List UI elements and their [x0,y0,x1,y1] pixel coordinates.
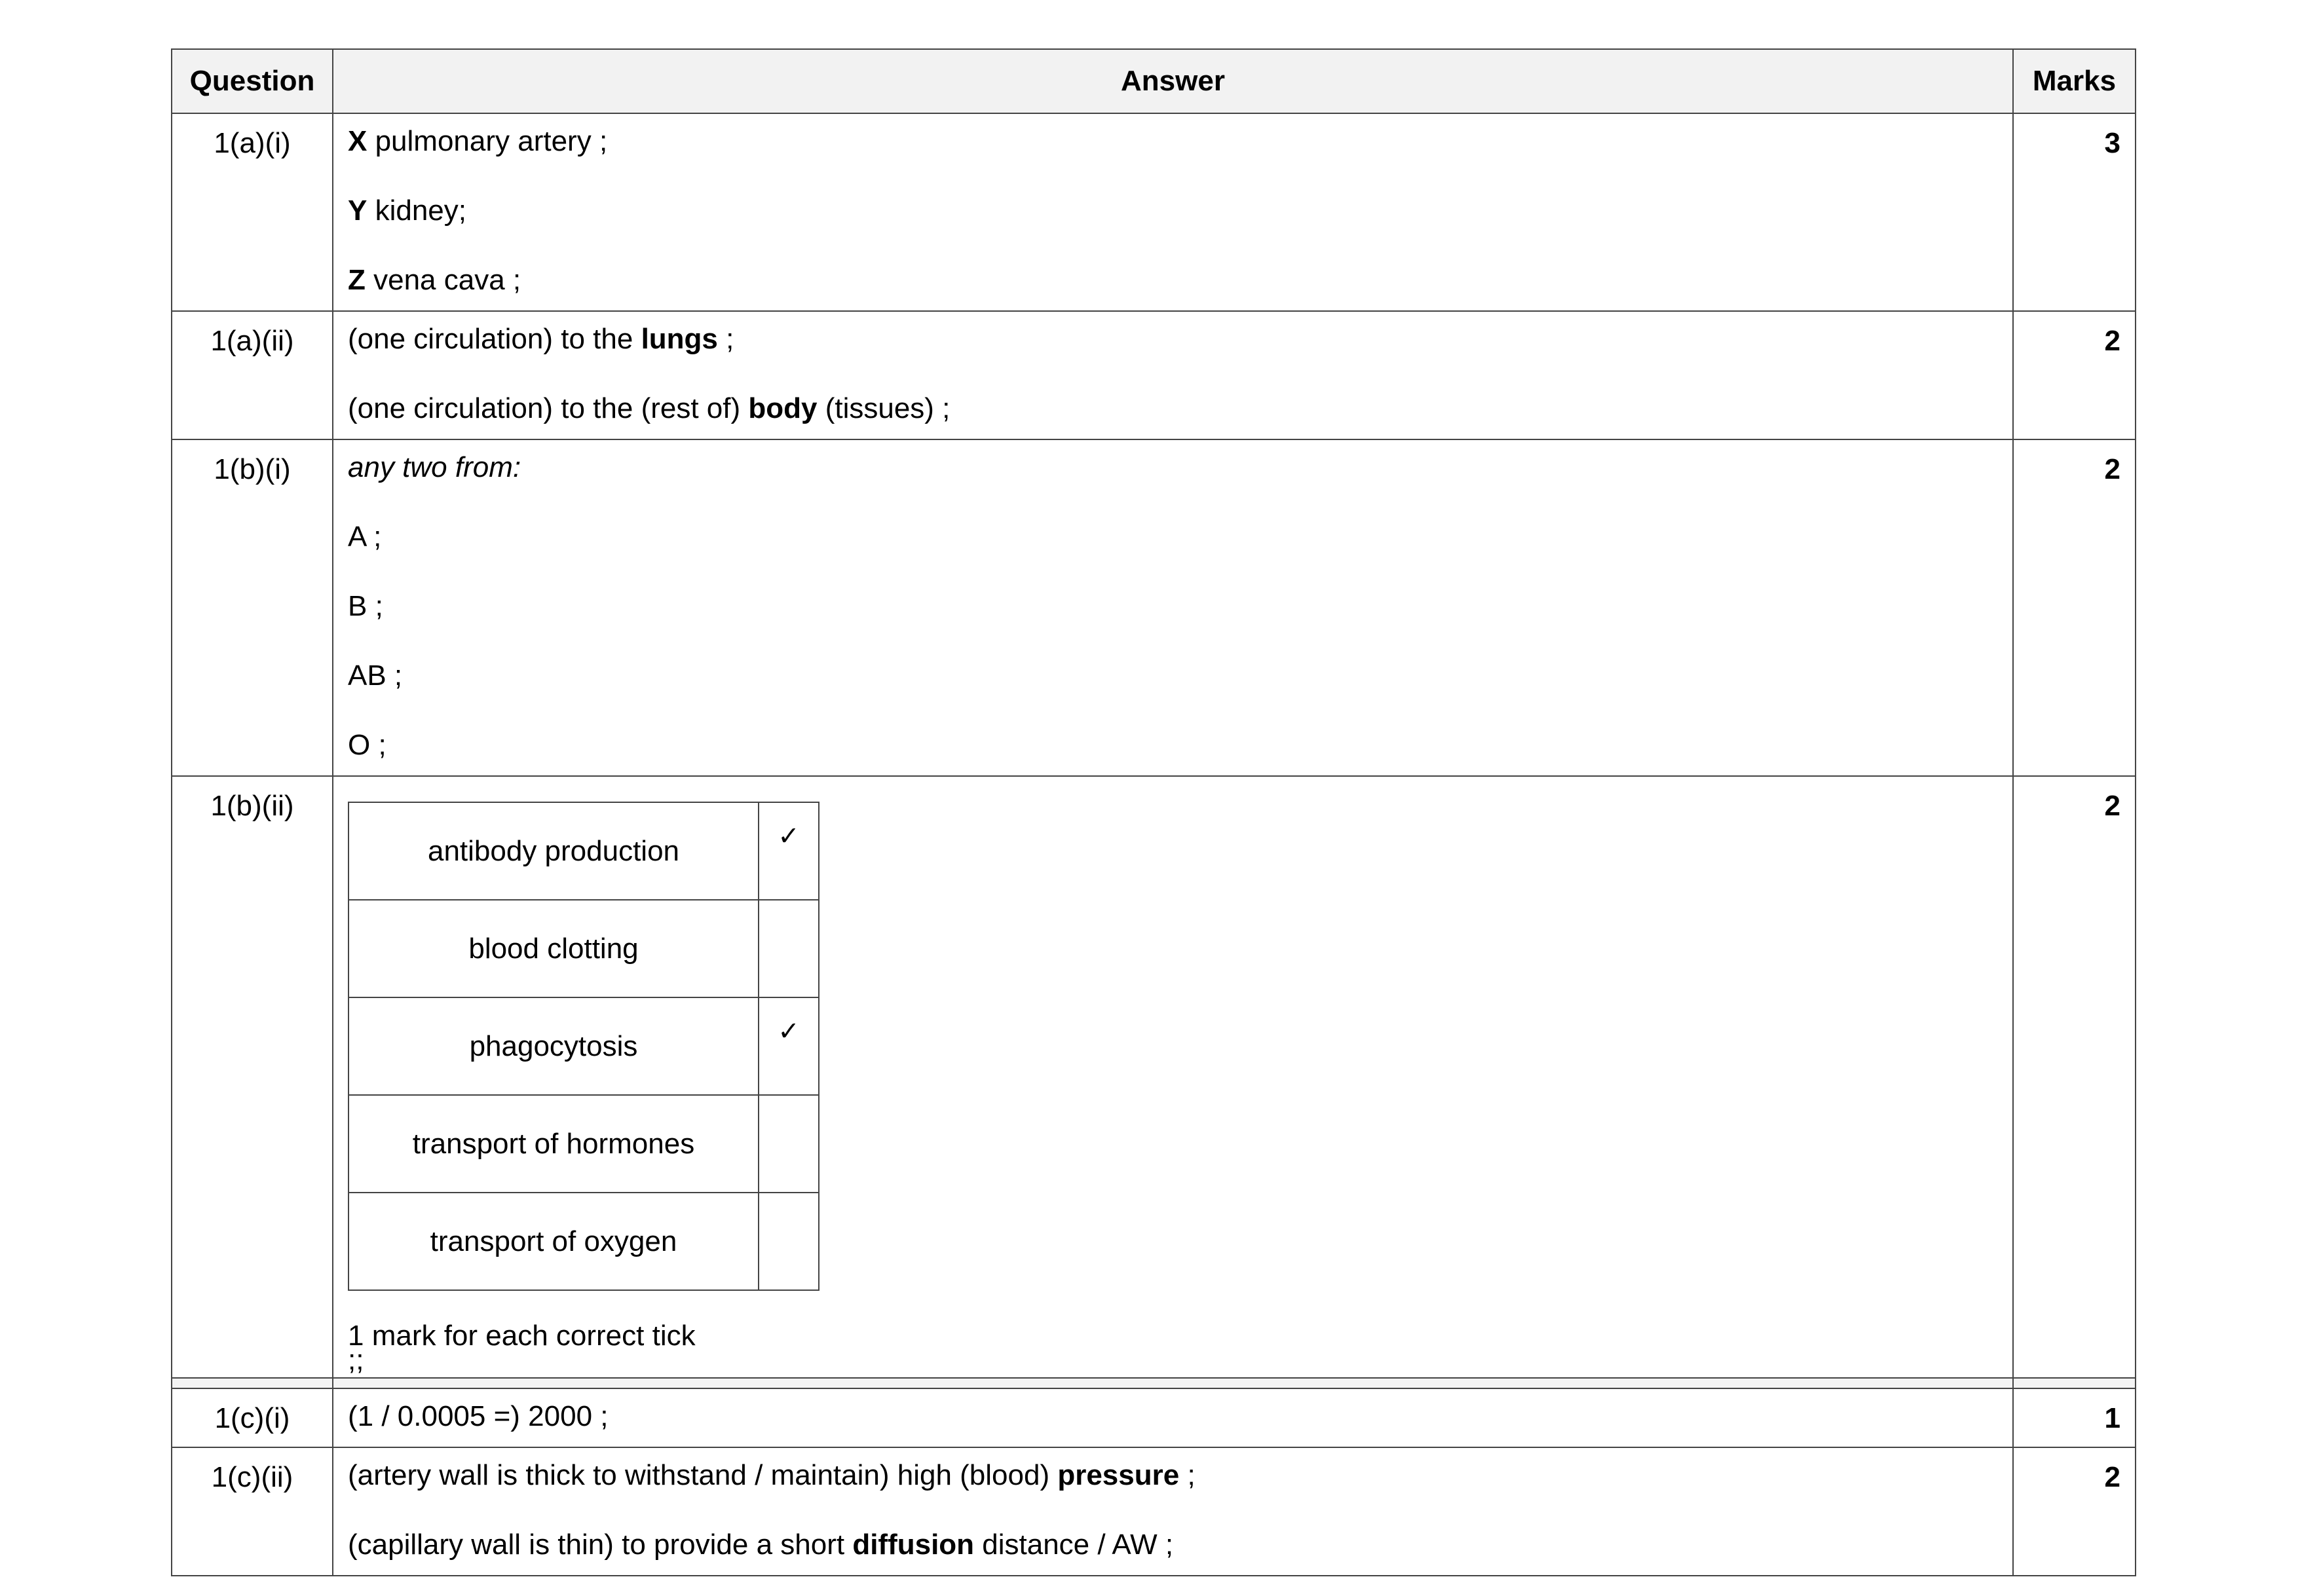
marks-value: 3 [2013,113,2136,311]
answer-intro [348,453,2012,523]
key-term: lungs [641,323,718,355]
tick-cell [759,900,819,997]
table-row [172,439,2136,776]
answer-cell [333,439,2013,776]
answer-label: Z [348,264,366,296]
answer-text: (one circulation) to the (rest of) [348,392,749,424]
table-row [172,1388,2136,1447]
marking-note-marks: ;; [348,1344,364,1376]
answer-text: kidney; [367,195,466,227]
marks-value: 2 [2013,776,2136,1378]
check-icon: ✓ [759,802,819,900]
header-row [172,49,2136,113]
question-number: 1(c)(ii) [172,1447,333,1576]
table-row [172,113,2136,311]
divider-cell [172,1378,333,1388]
table-divider [172,1378,2136,1388]
tick-cell [759,1095,819,1193]
answer-option: AB ; [348,659,403,692]
tick-row-label: transport of oxygen [348,1193,759,1290]
tick-row [348,802,819,900]
answer-text: (capillary wall is thin) to provide a short [348,1529,853,1561]
answer-cell [333,1388,2013,1447]
answer-line [348,127,2012,196]
answer-text: (artery wall is thick to withstand / maintain) high (blood) [348,1459,1058,1491]
tick-row-label: transport of hormones [348,1095,759,1193]
tick-row-label: antibody production [348,802,759,900]
key-term: pressure [1057,1459,1180,1491]
answer-line [348,325,2012,394]
marking-note: 1 mark for each correct tick [348,1320,696,1352]
table-row [172,1447,2136,1576]
header-marks: Marks [2013,49,2136,113]
tick-row [348,900,819,997]
marks-value: 2 [2013,1447,2136,1576]
answer-line [348,1461,2012,1531]
answer-text: (tissues) ; [817,392,951,424]
question-number: 1(c)(i) [172,1388,333,1447]
answer-option: A ; [348,521,382,553]
tick-row-label: blood clotting [348,900,759,997]
table-row [172,311,2136,439]
answer-label: X [348,125,367,157]
divider-cell [333,1378,2013,1388]
answer-cell [333,311,2013,439]
answer-option: O ; [348,729,386,761]
answer-instruction: any two from: [348,451,521,483]
answer-line [348,394,2012,430]
marks-value: 2 [2013,439,2136,776]
answer-line: (1 / 0.0005 =) 2000 ; [348,1400,609,1432]
header-question: Question [172,49,333,113]
tick-table [348,802,819,1291]
answer-text: ; [717,323,734,355]
answer-text: (one circulation) to the [348,323,641,355]
answer-option: B ; [348,590,383,622]
tick-row [348,1193,819,1290]
question-number: 1(b)(i) [172,439,333,776]
header-answer: Answer [333,49,2013,113]
tick-row-label: phagocytosis [348,997,759,1095]
answer-label: Y [348,195,367,227]
mark-scheme-table [171,48,2136,1576]
answer-line [348,196,2012,266]
answer-text: pulmonary artery ; [367,125,608,157]
tick-row [348,997,819,1095]
answer-text: distance / AW ; [974,1529,1174,1561]
tick-cell [759,1193,819,1290]
tick-row [348,1095,819,1193]
check-icon: ✓ [759,997,819,1095]
table-row [172,776,2136,1378]
question-number: 1(a)(ii) [172,311,333,439]
marks-value: 1 [2013,1388,2136,1447]
answer-line [348,266,2012,301]
answer-line [348,1531,2012,1566]
question-number: 1(b)(ii) [172,776,333,1378]
answer-text: vena cava ; [365,264,521,296]
answer-cell [333,113,2013,311]
answer-cell [333,1447,2013,1576]
key-term: body [748,392,818,424]
divider-cell [2013,1378,2136,1388]
question-number: 1(a)(i) [172,113,333,311]
answer-cell [333,776,2013,1378]
marks-value: 2 [2013,311,2136,439]
answer-text: ; [1179,1459,1196,1491]
key-term: diffusion [852,1529,975,1561]
